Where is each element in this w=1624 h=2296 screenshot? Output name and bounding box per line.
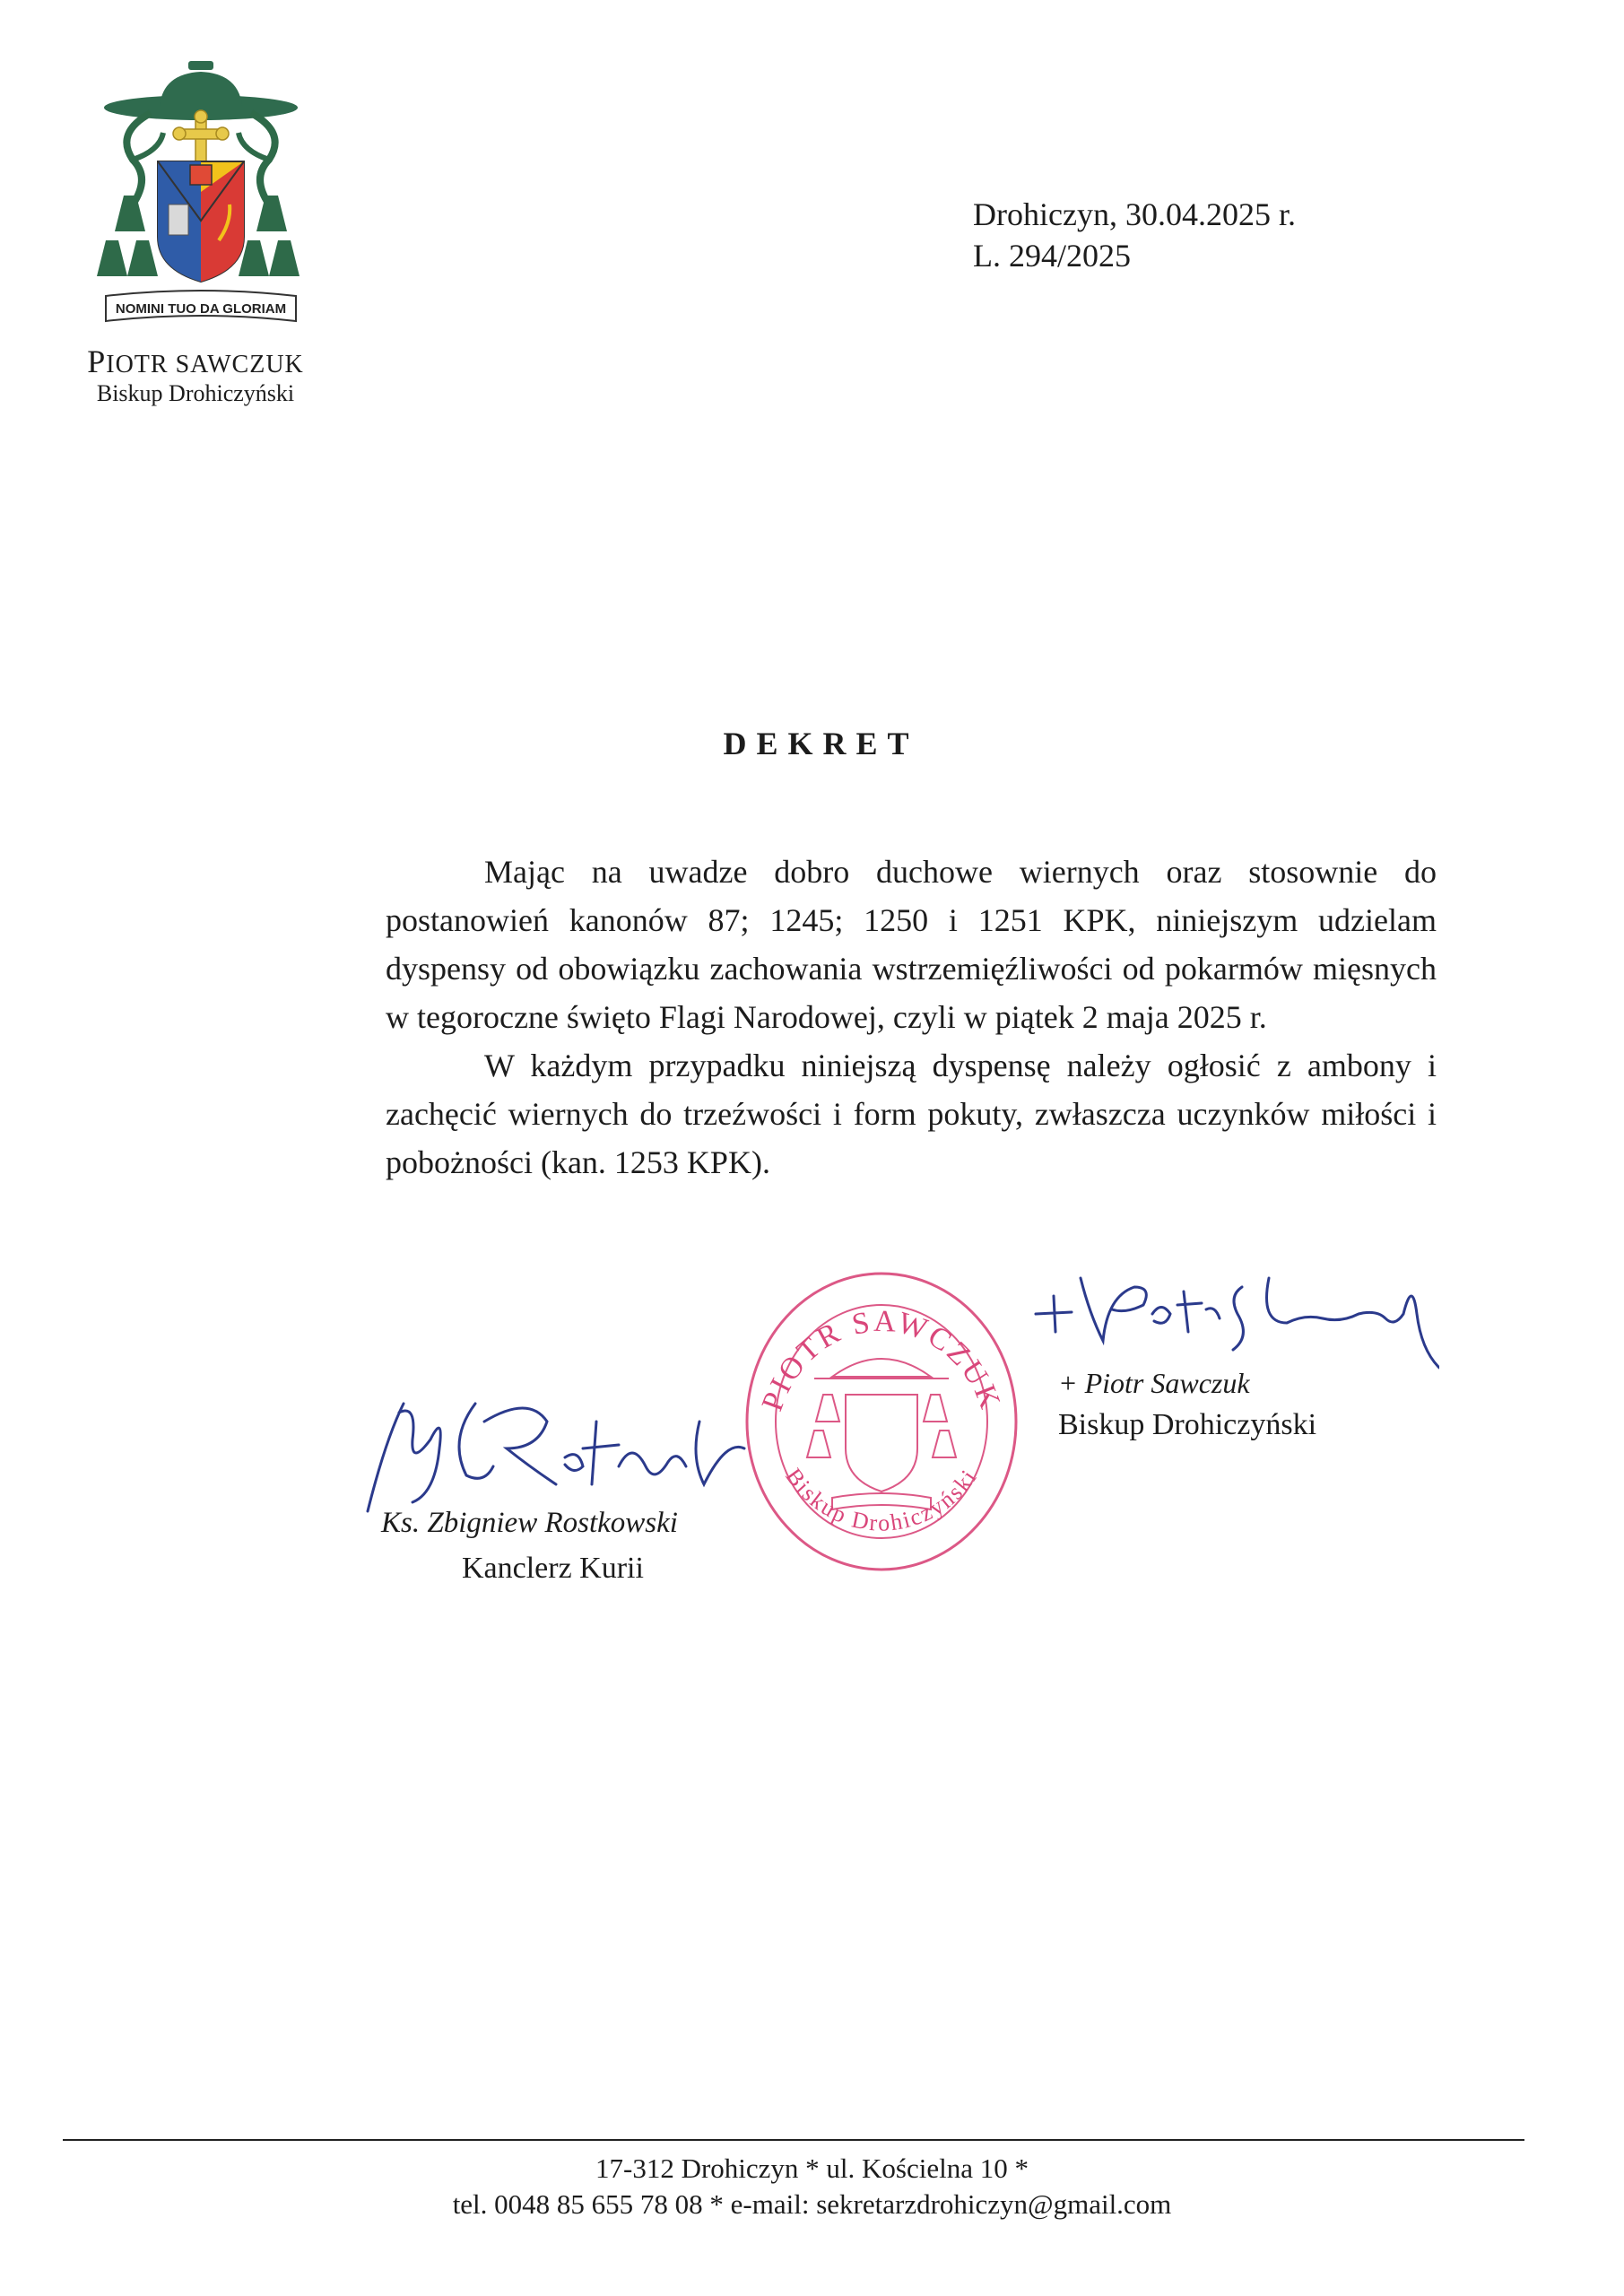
place-date: Drohiczyn, 30.04.2025 r. — [973, 196, 1296, 232]
seal-top-text: PIOTR SAWCZUK — [755, 1304, 1008, 1416]
decree-title: DEKRET — [723, 726, 919, 761]
bishop-signer-role: Biskup Drohiczyński — [1058, 1408, 1317, 1441]
decree-paragraph-1: Mając na uwadze dobro duchowe wiernych oraz stosownie do postanowień kanonów 87; 1245; 1250 i 1251 KPK, niniejszym udzielam dyspensy od obowiązku zachowania wstrzemięźliwości od pokarmów mięsnych w tegoroczne święto Flagi Narodowej, czyli w piątek 2 maja 2025 r. — [386, 854, 1437, 1035]
chancellor-signer-role: Kanclerz Kurii — [462, 1552, 644, 1585]
letterhead-bishop-name — [54, 343, 337, 380]
seal-bottom-text: Biskup Drohiczyński — [780, 1463, 983, 1536]
coat-of-arms-emblem — [97, 61, 305, 330]
chancellor-signer-name: Ks. Zbigniew Rostkowski — [381, 1507, 678, 1539]
letterhead-bishop-title: Biskup Drohiczyński — [96, 380, 295, 406]
motto-text: NOMINI TUO DA GLORIAM — [115, 301, 287, 317]
official-seal-stamp — [743, 1269, 1020, 1574]
bishop-signer-name: + Piotr Sawczuk — [1058, 1367, 1250, 1399]
footer-divider — [63, 2139, 1524, 2141]
left-tassels-icon — [97, 196, 158, 276]
name-rest: IOTR SAWCZUK — [106, 351, 304, 378]
decree-paragraph-2: W każdym przypadku niniejszą dyspensę należy ogłosić z ambony i zachęcić wiernych do trzeźwości i form pokuty, zwłaszcza uczynków miłości i pobożności (kan. 1253 KPK). — [386, 1048, 1437, 1180]
reference-number: L. 294/2025 — [973, 238, 1131, 274]
decree-body — [386, 848, 1437, 1187]
footer-address: 17-312 Drohiczyn * ul. Kościelna 10 * — [595, 2152, 1029, 2184]
name-initial: P — [87, 344, 107, 379]
chancellor-handwritten-signature — [350, 1386, 762, 1520]
right-tassels-icon — [239, 196, 300, 276]
galero-hat-crown — [160, 72, 242, 106]
footer-contact: tel. 0048 85 655 78 08 * e-mail: sekretarzdrohiczyn@gmail.com — [452, 2188, 1172, 2220]
